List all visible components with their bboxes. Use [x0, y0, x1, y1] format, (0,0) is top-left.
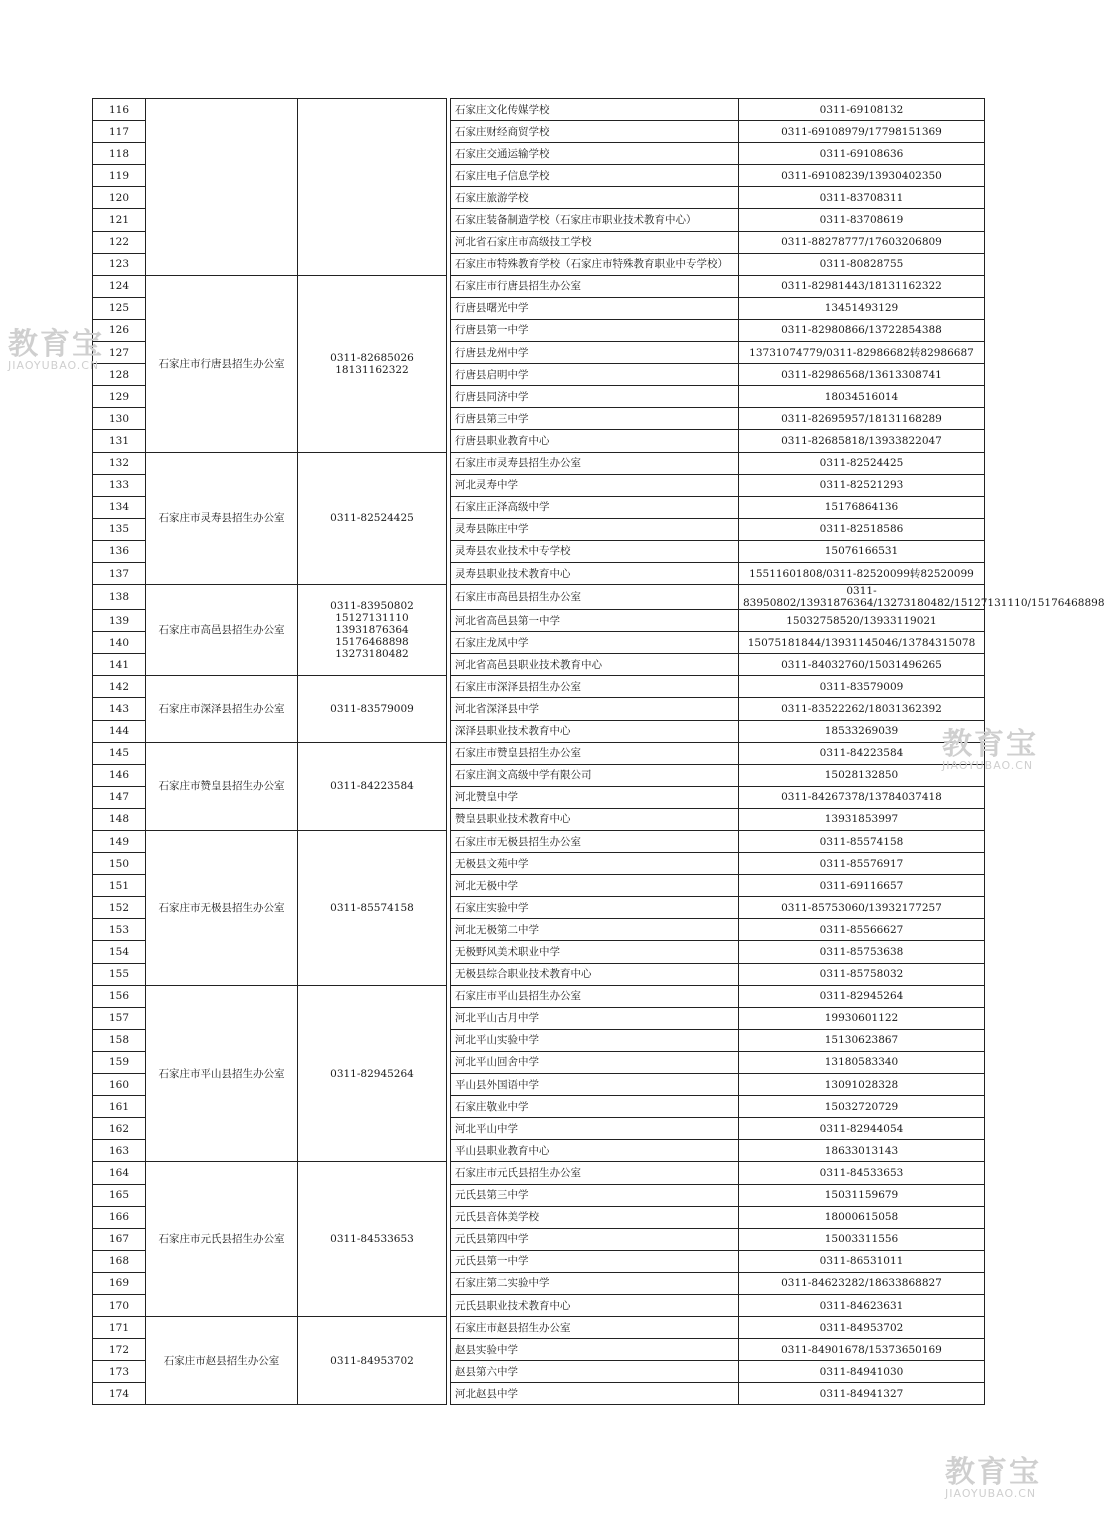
office-phone: 0311-83950802 15127131110 13931876364 15176468898 13273180482 [298, 585, 447, 676]
table-row [93, 275, 985, 297]
enrollment-office: 石家庄市高邑县招生办公室 [146, 585, 298, 676]
school-name: 行唐县龙州中学 [451, 342, 739, 364]
school-phone: 0311-69108132 [739, 99, 985, 121]
school-phone: 0311-69116657 [739, 875, 985, 897]
row-number: 129 [93, 386, 146, 408]
school-name: 石家庄文化传媒学校 [451, 99, 739, 121]
school-phone: 15511601808/0311-82520099转82520099 [739, 562, 985, 584]
row-number: 170 [93, 1294, 146, 1316]
school-name: 石家庄旅游学校 [451, 187, 739, 209]
row-number: 160 [93, 1074, 146, 1096]
school-name: 石家庄第二实验中学 [451, 1272, 739, 1294]
row-number: 166 [93, 1206, 146, 1228]
school-phone: 0311-80828755 [739, 253, 985, 275]
school-name: 石家庄市无极县招生办公室 [451, 831, 739, 853]
enrollment-office: 石家庄市深泽县招生办公室 [146, 676, 298, 742]
row-number: 132 [93, 452, 146, 474]
row-number: 147 [93, 786, 146, 808]
school-name: 石家庄交通运输学校 [451, 143, 739, 165]
row-number: 167 [93, 1228, 146, 1250]
row-number: 126 [93, 319, 146, 341]
row-number: 174 [93, 1383, 146, 1405]
row-number: 117 [93, 121, 146, 143]
school-phone: 13451493129 [739, 297, 985, 319]
watermark-domain: JIAOYUBAO.CN [942, 759, 1034, 772]
school-name: 河北平山实验中学 [451, 1029, 739, 1051]
watermark-bottom-right [945, 1455, 1041, 1500]
school-name: 河北省深泽县中学 [451, 698, 739, 720]
school-phone: 0311-84623282/18633868827 [739, 1272, 985, 1294]
row-number: 153 [93, 919, 146, 941]
row-number: 164 [93, 1162, 146, 1184]
row-number: 171 [93, 1317, 146, 1339]
school-phone: 15130623867 [739, 1029, 985, 1051]
school-name: 石家庄敬业中学 [451, 1096, 739, 1118]
row-number: 149 [93, 831, 146, 853]
enrollment-office: 石家庄市赵县招生办公室 [146, 1317, 298, 1405]
school-phone: 15031159679 [739, 1184, 985, 1206]
row-number: 127 [93, 342, 146, 364]
school-name: 石家庄市平山县招生办公室 [451, 985, 739, 1007]
watermark-left [8, 327, 104, 372]
office-phone: 0311-83579009 [298, 676, 447, 742]
school-phone: 18000615058 [739, 1206, 985, 1228]
school-phone: 13731074779/0311-82986682转82986687 [739, 342, 985, 364]
school-phone: 0311-85758032 [739, 963, 985, 985]
school-name: 无极县综合职业技术教育中心 [451, 963, 739, 985]
row-number: 145 [93, 742, 146, 764]
table-row [93, 99, 985, 121]
school-phone: 0311-82524425 [739, 452, 985, 474]
row-number: 159 [93, 1051, 146, 1073]
school-phone: 0311-83579009 [739, 676, 985, 698]
school-phone: 15176864136 [739, 496, 985, 518]
school-name: 元氏县职业技术教育中心 [451, 1294, 739, 1316]
row-number: 154 [93, 941, 146, 963]
row-number: 172 [93, 1339, 146, 1361]
row-number: 134 [93, 496, 146, 518]
row-number: 168 [93, 1250, 146, 1272]
school-phone: 0311-84941327 [739, 1383, 985, 1405]
school-name: 石家庄市深泽县招生办公室 [451, 676, 739, 698]
school-phone: 0311-82944054 [739, 1118, 985, 1140]
school-name: 赵县实验中学 [451, 1339, 739, 1361]
school-name: 赵县第六中学 [451, 1361, 739, 1383]
school-phone: 0311-69108979/17798151369 [739, 121, 985, 143]
school-phone: 0311-84953702 [739, 1317, 985, 1339]
table-row [93, 1317, 985, 1339]
school-name: 石家庄实验中学 [451, 897, 739, 919]
school-phone: 0311-85576917 [739, 853, 985, 875]
office-phone: 0311-84953702 [298, 1317, 447, 1405]
school-phone: 13931853997 [739, 808, 985, 830]
school-name: 石家庄市特殊教育学校（石家庄市特殊教育职业中专学校） [451, 253, 739, 275]
watermark-brand: 教育宝 [945, 1455, 1041, 1490]
school-name: 石家庄市赞皇县招生办公室 [451, 742, 739, 764]
school-name: 石家庄市赵县招生办公室 [451, 1317, 739, 1339]
school-name: 灵寿县职业技术教育中心 [451, 562, 739, 584]
school-name: 河北赵县中学 [451, 1383, 739, 1405]
row-number: 131 [93, 430, 146, 452]
school-phone: 0311-82518586 [739, 518, 985, 540]
row-number: 158 [93, 1029, 146, 1051]
school-phone: 15076166531 [739, 540, 985, 562]
row-number: 143 [93, 698, 146, 720]
enrollment-office: 石家庄市平山县招生办公室 [146, 985, 298, 1162]
school-phone: 0311-83708619 [739, 209, 985, 231]
school-name: 行唐县第一中学 [451, 319, 739, 341]
school-phone: 0311-83950802/13931876364/13273180482/15127131110/15176468898 [739, 585, 985, 610]
school-phone: 0311-82981443/18131162322 [739, 275, 985, 297]
school-phone: 0311-83522262/18031362392 [739, 698, 985, 720]
school-name: 河北赞皇中学 [451, 786, 739, 808]
school-name: 平山县外国语中学 [451, 1074, 739, 1096]
school-phone: 0311-85753638 [739, 941, 985, 963]
school-phone: 19930601122 [739, 1007, 985, 1029]
school-phone: 0311-83708311 [739, 187, 985, 209]
school-phone: 15003311556 [739, 1228, 985, 1250]
school-name: 无极县文苑中学 [451, 853, 739, 875]
school-name: 河北灵寿中学 [451, 474, 739, 496]
school-phone: 0311-84901678/15373650169 [739, 1339, 985, 1361]
office-phone: 0311-84533653 [298, 1162, 447, 1317]
enrollment-office: 石家庄市行唐县招生办公室 [146, 275, 298, 452]
office-phone [298, 99, 447, 276]
school-name: 石家庄财经商贸学校 [451, 121, 739, 143]
row-number: 118 [93, 143, 146, 165]
school-name: 石家庄电子信息学校 [451, 165, 739, 187]
school-phone: 0311-69108239/13930402350 [739, 165, 985, 187]
school-name: 元氏县第三中学 [451, 1184, 739, 1206]
enrollment-office: 石家庄市无极县招生办公室 [146, 831, 298, 986]
row-number: 141 [93, 654, 146, 676]
school-name: 石家庄装备制造学校（石家庄市职业技术教育中心） [451, 209, 739, 231]
school-name: 河北平山中学 [451, 1118, 739, 1140]
table-row [93, 985, 985, 1007]
school-phone: 15032720729 [739, 1096, 985, 1118]
school-phone: 0311-82685818/13933822047 [739, 430, 985, 452]
office-phone: 0311-82524425 [298, 452, 447, 585]
school-phone: 0311-84223584 [739, 742, 985, 764]
school-name: 石家庄龙凤中学 [451, 632, 739, 654]
school-name: 行唐县同济中学 [451, 386, 739, 408]
school-phone: 15028132850 [739, 764, 985, 786]
school-name: 石家庄润文高级中学有限公司 [451, 764, 739, 786]
school-name: 河北平山回舍中学 [451, 1051, 739, 1073]
school-phone: 0311-88278777/17603206809 [739, 231, 985, 253]
school-name: 河北无极第二中学 [451, 919, 739, 941]
table-row [93, 452, 985, 474]
school-name: 河北平山古月中学 [451, 1007, 739, 1029]
school-phone: 18633013143 [739, 1140, 985, 1162]
row-number: 144 [93, 720, 146, 742]
office-phone: 0311-85574158 [298, 831, 447, 986]
school-phone: 15075181844/13931145046/13784315078 [739, 632, 985, 654]
school-name: 平山县职业教育中心 [451, 1140, 739, 1162]
school-phone: 0311-84533653 [739, 1162, 985, 1184]
office-phone: 0311-84223584 [298, 742, 447, 830]
school-phone: 18533269039 [739, 720, 985, 742]
row-number: 140 [93, 632, 146, 654]
school-phone: 0311-84941030 [739, 1361, 985, 1383]
school-name: 元氏县第一中学 [451, 1250, 739, 1272]
school-name: 赞皇县职业技术教育中心 [451, 808, 739, 830]
watermark-right [942, 727, 1038, 772]
row-number: 169 [93, 1272, 146, 1294]
row-number: 156 [93, 985, 146, 1007]
row-number: 165 [93, 1184, 146, 1206]
school-name: 石家庄市元氏县招生办公室 [451, 1162, 739, 1184]
row-number: 163 [93, 1140, 146, 1162]
school-phone: 0311-82521293 [739, 474, 985, 496]
row-number: 119 [93, 165, 146, 187]
school-phone: 15032758520/13933119021 [739, 610, 985, 632]
school-name: 元氏县第四中学 [451, 1228, 739, 1250]
row-number: 135 [93, 518, 146, 540]
school-phone: 0311-85574158 [739, 831, 985, 853]
row-number: 146 [93, 764, 146, 786]
school-name: 深泽县职业技术教育中心 [451, 720, 739, 742]
school-name: 行唐县第三中学 [451, 408, 739, 430]
row-number: 137 [93, 562, 146, 584]
row-number: 136 [93, 540, 146, 562]
school-phone: 0311-84267378/13784037418 [739, 786, 985, 808]
school-name: 行唐县曙光中学 [451, 297, 739, 319]
school-phone: 0311-82980866/13722854388 [739, 319, 985, 341]
school-phone: 0311-86531011 [739, 1250, 985, 1272]
school-phone: 0311-84032760/15031496265 [739, 654, 985, 676]
row-number: 155 [93, 963, 146, 985]
watermark-brand: 教育宝 [8, 327, 104, 362]
row-number: 162 [93, 1118, 146, 1140]
enrollment-office: 石家庄市灵寿县招生办公室 [146, 452, 298, 585]
school-phone: 13180583340 [739, 1051, 985, 1073]
school-name: 灵寿县陈庄中学 [451, 518, 739, 540]
school-phone: 18034516014 [739, 386, 985, 408]
table-row [93, 676, 985, 698]
row-number: 124 [93, 275, 146, 297]
school-name: 灵寿县农业技术中专学校 [451, 540, 739, 562]
enrollment-office: 石家庄市元氏县招生办公室 [146, 1162, 298, 1317]
row-number: 173 [93, 1361, 146, 1383]
row-number: 152 [93, 897, 146, 919]
school-phone: 0311-82986568/13613308741 [739, 364, 985, 386]
school-phone: 13091028328 [739, 1074, 985, 1096]
school-name: 元氏县音体美学校 [451, 1206, 739, 1228]
row-number: 157 [93, 1007, 146, 1029]
school-name: 河北省高邑县职业技术教育中心 [451, 654, 739, 676]
school-phone: 0311-69108636 [739, 143, 985, 165]
row-number: 150 [93, 853, 146, 875]
row-number: 130 [93, 408, 146, 430]
school-name: 石家庄市行唐县招生办公室 [451, 275, 739, 297]
row-number: 148 [93, 808, 146, 830]
school-name: 石家庄市灵寿县招生办公室 [451, 452, 739, 474]
row-number: 123 [93, 253, 146, 275]
office-phone: 0311-82945264 [298, 985, 447, 1162]
row-number: 120 [93, 187, 146, 209]
school-phone: 0311-85566627 [739, 919, 985, 941]
row-number: 133 [93, 474, 146, 496]
row-number: 138 [93, 585, 146, 610]
school-name: 行唐县启明中学 [451, 364, 739, 386]
watermark-domain: JIAOYUBAO.CN [8, 359, 100, 372]
table-row [93, 1162, 985, 1184]
row-number: 122 [93, 231, 146, 253]
school-phone: 0311-85753060/13932177257 [739, 897, 985, 919]
school-phone: 0311-82695957/18131168289 [739, 408, 985, 430]
table-row [93, 585, 985, 610]
row-number: 125 [93, 297, 146, 319]
row-number: 151 [93, 875, 146, 897]
school-name: 石家庄市高邑县招生办公室 [451, 585, 739, 610]
row-number: 142 [93, 676, 146, 698]
watermark-brand: 教育宝 [942, 727, 1038, 762]
school-name: 无极野风美术职业中学 [451, 941, 739, 963]
row-number: 161 [93, 1096, 146, 1118]
school-name: 河北无极中学 [451, 875, 739, 897]
office-phone: 0311-82685026 18131162322 [298, 275, 447, 452]
row-number: 116 [93, 99, 146, 121]
watermark-domain: JIAOYUBAO.CN [945, 1487, 1037, 1500]
table-row [93, 742, 985, 764]
school-phone: 0311-84623631 [739, 1294, 985, 1316]
enrollment-office: 石家庄市赞皇县招生办公室 [146, 742, 298, 830]
table-row [93, 831, 985, 853]
enrollment-office [146, 99, 298, 276]
row-number: 139 [93, 610, 146, 632]
school-name: 河北省高邑县第一中学 [451, 610, 739, 632]
school-name: 石家庄正泽高级中学 [451, 496, 739, 518]
school-phone: 0311-82945264 [739, 985, 985, 1007]
row-number: 121 [93, 209, 146, 231]
school-name: 行唐县职业教育中心 [451, 430, 739, 452]
row-number: 128 [93, 364, 146, 386]
school-name: 河北省石家庄市高级技工学校 [451, 231, 739, 253]
